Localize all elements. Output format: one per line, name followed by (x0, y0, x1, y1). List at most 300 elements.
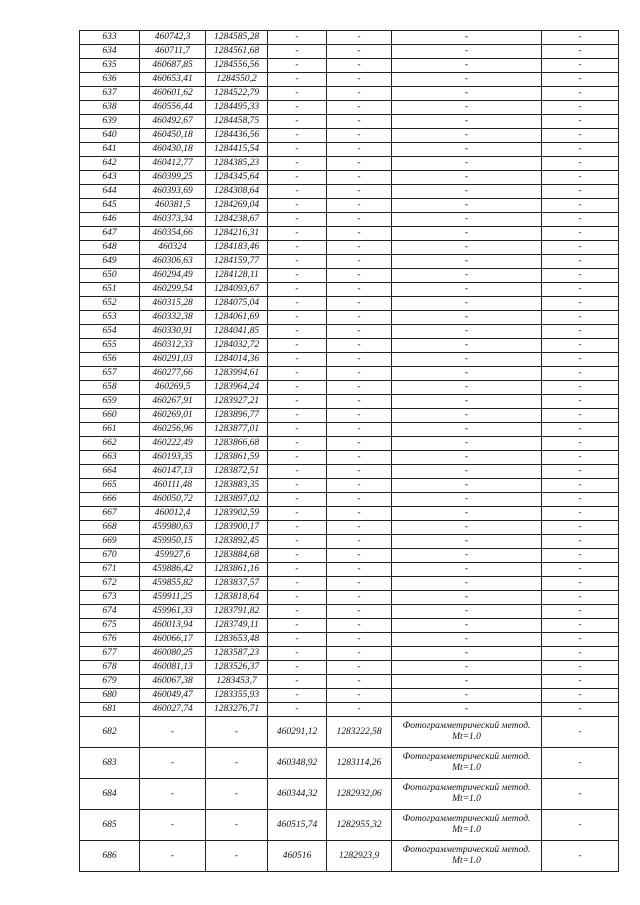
table-row (80, 87, 619, 101)
y-new-cell: - (327, 549, 392, 563)
x-old-cell: 460067,38 (140, 675, 206, 689)
y-old-cell: 1283892,45 (206, 535, 268, 549)
table-row (80, 381, 619, 395)
x-new-cell: - (268, 521, 327, 535)
x-new-cell: - (268, 255, 327, 269)
method-cell: - (392, 87, 542, 101)
point-number-cell: 683 (80, 748, 140, 779)
x-old-cell: - (140, 748, 206, 779)
y-new-cell: - (327, 395, 392, 409)
table-row (80, 325, 619, 339)
x-new-cell: - (268, 451, 327, 465)
method-cell: - (392, 703, 542, 717)
point-number-cell: 649 (80, 255, 140, 269)
method-cell: - (392, 493, 542, 507)
method-cell: - (392, 479, 542, 493)
method-cell: - (392, 563, 542, 577)
x-old-cell: 460354,66 (140, 227, 206, 241)
table-row (80, 493, 619, 507)
point-number-cell: 668 (80, 521, 140, 535)
y-new-cell: - (327, 255, 392, 269)
note-cell: - (542, 101, 619, 115)
y-new-cell: - (327, 325, 392, 339)
y-old-cell: 1284495,33 (206, 101, 268, 115)
x-old-cell: 460027,74 (140, 703, 206, 717)
table-row (80, 748, 619, 779)
table-row (80, 437, 619, 451)
x-new-cell: - (268, 577, 327, 591)
note-cell: - (542, 619, 619, 633)
table-row (80, 297, 619, 311)
y-old-cell: 1284128,11 (206, 269, 268, 283)
y-old-cell: 1284385,23 (206, 157, 268, 171)
note-cell: - (542, 563, 619, 577)
x-old-cell: 460399,25 (140, 171, 206, 185)
table-row (80, 451, 619, 465)
table-row (80, 779, 619, 810)
x-new-cell: - (268, 87, 327, 101)
note-cell: - (542, 311, 619, 325)
note-cell: - (542, 255, 619, 269)
x-new-cell: - (268, 31, 327, 45)
x-new-cell: 460291,12 (268, 717, 327, 748)
y-old-cell: 1283818,64 (206, 591, 268, 605)
note-cell: - (542, 115, 619, 129)
y-new-cell: 1282955,32 (327, 810, 392, 841)
point-number-cell: 661 (80, 423, 140, 437)
point-number-cell: 642 (80, 157, 140, 171)
method-cell: - (392, 143, 542, 157)
x-old-cell: 460330,91 (140, 325, 206, 339)
note-cell: - (542, 381, 619, 395)
x-old-cell: 460742,3 (140, 31, 206, 45)
y-old-cell: - (206, 748, 268, 779)
note-cell: - (542, 647, 619, 661)
table-row (80, 479, 619, 493)
y-new-cell: - (327, 647, 392, 661)
point-number-cell: 673 (80, 591, 140, 605)
y-new-cell: - (327, 409, 392, 423)
x-new-cell: - (268, 381, 327, 395)
x-old-cell: 460080,25 (140, 647, 206, 661)
y-new-cell: - (327, 689, 392, 703)
x-new-cell: - (268, 647, 327, 661)
method-cell: Фотограмметрический метод. Mt=1.0 (392, 841, 542, 872)
x-new-cell: - (268, 339, 327, 353)
method-cell: - (392, 353, 542, 367)
y-old-cell: 1283587,23 (206, 647, 268, 661)
note-cell: - (542, 577, 619, 591)
point-number-cell: 644 (80, 185, 140, 199)
x-new-cell: - (268, 73, 327, 87)
x-old-cell: 459980,63 (140, 521, 206, 535)
y-old-cell: 1283897,02 (206, 493, 268, 507)
note-cell: - (542, 633, 619, 647)
y-new-cell: - (327, 31, 392, 45)
y-old-cell: 1284415,54 (206, 143, 268, 157)
y-new-cell: - (327, 199, 392, 213)
y-new-cell: - (327, 129, 392, 143)
point-number-cell: 667 (80, 507, 140, 521)
note-cell: - (542, 841, 619, 872)
table-row (80, 283, 619, 297)
table-row (80, 521, 619, 535)
point-number-cell: 638 (80, 101, 140, 115)
x-old-cell: 460147,13 (140, 465, 206, 479)
table-row (80, 185, 619, 199)
y-old-cell: 1283355,93 (206, 689, 268, 703)
x-old-cell: 460294,49 (140, 269, 206, 283)
point-number-cell: 674 (80, 605, 140, 619)
x-new-cell: - (268, 549, 327, 563)
note-cell: - (542, 213, 619, 227)
x-new-cell: - (268, 423, 327, 437)
y-old-cell: 1283749,11 (206, 619, 268, 633)
x-old-cell: 460412,77 (140, 157, 206, 171)
y-new-cell: - (327, 311, 392, 325)
y-old-cell: 1283791,82 (206, 605, 268, 619)
method-cell: - (392, 59, 542, 73)
x-old-cell: 460393,69 (140, 185, 206, 199)
point-number-cell: 686 (80, 841, 140, 872)
note-cell: - (542, 409, 619, 423)
method-cell: - (392, 129, 542, 143)
point-number-cell: 633 (80, 31, 140, 45)
point-number-cell: 648 (80, 241, 140, 255)
point-number-cell: 636 (80, 73, 140, 87)
y-old-cell: - (206, 810, 268, 841)
table-row (80, 535, 619, 549)
y-old-cell: 1284556,56 (206, 59, 268, 73)
y-new-cell: - (327, 227, 392, 241)
table-row (80, 255, 619, 269)
method-cell: - (392, 633, 542, 647)
method-cell: - (392, 45, 542, 59)
y-old-cell: 1283902,59 (206, 507, 268, 521)
point-number-cell: 654 (80, 325, 140, 339)
method-cell: - (392, 409, 542, 423)
note-cell: - (542, 689, 619, 703)
table-row (80, 31, 619, 45)
table-row (80, 647, 619, 661)
table-row (80, 717, 619, 748)
point-number-cell: 676 (80, 633, 140, 647)
method-cell: - (392, 577, 542, 591)
y-new-cell: - (327, 367, 392, 381)
note-cell: - (542, 227, 619, 241)
method-cell: - (392, 269, 542, 283)
method-cell: - (392, 549, 542, 563)
x-old-cell: 460601,62 (140, 87, 206, 101)
point-number-cell: 663 (80, 451, 140, 465)
note-cell: - (542, 507, 619, 521)
y-old-cell: 1283896,77 (206, 409, 268, 423)
note-cell: - (542, 143, 619, 157)
note-cell: - (542, 661, 619, 675)
y-new-cell: - (327, 661, 392, 675)
y-old-cell: 1284269,04 (206, 199, 268, 213)
method-cell: - (392, 605, 542, 619)
y-new-cell: - (327, 493, 392, 507)
point-number-cell: 660 (80, 409, 140, 423)
x-old-cell: - (140, 717, 206, 748)
point-number-cell: 659 (80, 395, 140, 409)
table-row (80, 605, 619, 619)
x-new-cell: - (268, 619, 327, 633)
x-old-cell: 460324 (140, 241, 206, 255)
table-row (80, 45, 619, 59)
method-cell: - (392, 283, 542, 297)
method-cell: - (392, 255, 542, 269)
y-old-cell: 1283872,51 (206, 465, 268, 479)
x-new-cell: - (268, 395, 327, 409)
y-old-cell: 1284561,68 (206, 45, 268, 59)
method-cell: - (392, 367, 542, 381)
note-cell: - (542, 73, 619, 87)
method-cell: - (392, 395, 542, 409)
coordinates-table-body (80, 31, 619, 872)
y-new-cell: - (327, 591, 392, 605)
point-number-cell: 665 (80, 479, 140, 493)
point-number-cell: 662 (80, 437, 140, 451)
note-cell: - (542, 157, 619, 171)
x-old-cell: 460332,38 (140, 311, 206, 325)
table-row (80, 157, 619, 171)
point-number-cell: 682 (80, 717, 140, 748)
point-number-cell: 666 (80, 493, 140, 507)
note-cell: - (542, 465, 619, 479)
method-cell: - (392, 451, 542, 465)
note-cell: - (542, 185, 619, 199)
y-old-cell: - (206, 779, 268, 810)
x-old-cell: 460291,03 (140, 353, 206, 367)
note-cell: - (542, 748, 619, 779)
point-number-cell: 685 (80, 810, 140, 841)
x-old-cell: 460193,35 (140, 451, 206, 465)
method-cell: - (392, 437, 542, 451)
table-row (80, 423, 619, 437)
note-cell: - (542, 59, 619, 73)
method-cell: Фотограмметрический метод. Mt=1.0 (392, 717, 542, 748)
y-old-cell: 1283927,21 (206, 395, 268, 409)
y-new-cell: 1282923,9 (327, 841, 392, 872)
y-old-cell: 1284216,31 (206, 227, 268, 241)
y-new-cell: - (327, 451, 392, 465)
note-cell: - (542, 493, 619, 507)
y-new-cell: - (327, 297, 392, 311)
point-number-cell: 680 (80, 689, 140, 703)
note-cell: - (542, 437, 619, 451)
note-cell: - (542, 549, 619, 563)
y-new-cell: - (327, 283, 392, 297)
x-old-cell: 460306,63 (140, 255, 206, 269)
method-cell: - (392, 241, 542, 255)
table-row (80, 465, 619, 479)
note-cell: - (542, 45, 619, 59)
y-new-cell: - (327, 241, 392, 255)
point-number-cell: 670 (80, 549, 140, 563)
x-old-cell: 460492,67 (140, 115, 206, 129)
table-row (80, 199, 619, 213)
point-number-cell: 639 (80, 115, 140, 129)
table-row (80, 675, 619, 689)
point-number-cell: 652 (80, 297, 140, 311)
table-row (80, 171, 619, 185)
point-number-cell: 679 (80, 675, 140, 689)
method-cell: - (392, 619, 542, 633)
method-cell: - (392, 465, 542, 479)
x-new-cell: 460516 (268, 841, 327, 872)
x-old-cell: 460222,49 (140, 437, 206, 451)
table-row (80, 507, 619, 521)
x-old-cell: 460012,4 (140, 507, 206, 521)
table-row (80, 143, 619, 157)
x-new-cell: - (268, 563, 327, 577)
table-row (80, 409, 619, 423)
y-new-cell: - (327, 115, 392, 129)
x-old-cell: 460267,91 (140, 395, 206, 409)
method-cell: - (392, 591, 542, 605)
note-cell: - (542, 199, 619, 213)
method-cell: - (392, 115, 542, 129)
x-new-cell: - (268, 101, 327, 115)
y-new-cell: - (327, 59, 392, 73)
y-old-cell: 1284032,72 (206, 339, 268, 353)
x-new-cell: - (268, 437, 327, 451)
table-row (80, 311, 619, 325)
note-cell: - (542, 339, 619, 353)
x-old-cell: 460711,7 (140, 45, 206, 59)
method-cell: - (392, 73, 542, 87)
point-number-cell: 646 (80, 213, 140, 227)
note-cell: - (542, 31, 619, 45)
x-old-cell: 460556,44 (140, 101, 206, 115)
y-old-cell: 1284345,64 (206, 171, 268, 185)
y-new-cell: - (327, 171, 392, 185)
y-old-cell: 1283276,71 (206, 703, 268, 717)
point-number-cell: 643 (80, 171, 140, 185)
x-old-cell: 460256,96 (140, 423, 206, 437)
x-new-cell: - (268, 353, 327, 367)
y-old-cell: 1284550,2 (206, 73, 268, 87)
note-cell: - (542, 779, 619, 810)
x-new-cell: - (268, 157, 327, 171)
y-new-cell: - (327, 269, 392, 283)
x-new-cell: - (268, 143, 327, 157)
point-number-cell: 658 (80, 381, 140, 395)
y-old-cell: 1284458,75 (206, 115, 268, 129)
x-old-cell: 460381,5 (140, 199, 206, 213)
x-new-cell: - (268, 269, 327, 283)
y-new-cell: - (327, 339, 392, 353)
point-number-cell: 650 (80, 269, 140, 283)
table-row (80, 115, 619, 129)
method-cell: - (392, 381, 542, 395)
x-old-cell: 460687,85 (140, 59, 206, 73)
table-row (80, 213, 619, 227)
y-new-cell: - (327, 423, 392, 437)
point-number-cell: 637 (80, 87, 140, 101)
x-old-cell: 460066,17 (140, 633, 206, 647)
y-old-cell: - (206, 717, 268, 748)
y-old-cell: 1283861,16 (206, 563, 268, 577)
x-new-cell: - (268, 115, 327, 129)
y-old-cell: 1283653,48 (206, 633, 268, 647)
table-row (80, 591, 619, 605)
table-row (80, 73, 619, 87)
y-new-cell: - (327, 185, 392, 199)
point-number-cell: 675 (80, 619, 140, 633)
note-cell: - (542, 535, 619, 549)
note-cell: - (542, 675, 619, 689)
y-old-cell: 1284075,04 (206, 297, 268, 311)
note-cell: - (542, 703, 619, 717)
y-old-cell: - (206, 841, 268, 872)
point-number-cell: 677 (80, 647, 140, 661)
y-new-cell: - (327, 703, 392, 717)
method-cell: - (392, 339, 542, 353)
x-old-cell: 459927,6 (140, 549, 206, 563)
point-number-cell: 647 (80, 227, 140, 241)
x-old-cell: 460269,01 (140, 409, 206, 423)
x-new-cell: - (268, 199, 327, 213)
point-number-cell: 655 (80, 339, 140, 353)
table-row (80, 577, 619, 591)
x-new-cell: - (268, 465, 327, 479)
y-old-cell: 1283964,24 (206, 381, 268, 395)
x-new-cell: - (268, 703, 327, 717)
table-row (80, 703, 619, 717)
note-cell: - (542, 241, 619, 255)
x-new-cell: - (268, 59, 327, 73)
y-new-cell: - (327, 381, 392, 395)
x-old-cell: 459911,25 (140, 591, 206, 605)
point-number-cell: 657 (80, 367, 140, 381)
point-number-cell: 678 (80, 661, 140, 675)
note-cell: - (542, 129, 619, 143)
x-new-cell: - (268, 661, 327, 675)
y-old-cell: 1284041,85 (206, 325, 268, 339)
x-old-cell: 460013,94 (140, 619, 206, 633)
y-old-cell: 1283883,35 (206, 479, 268, 493)
point-number-cell: 681 (80, 703, 140, 717)
y-old-cell: 1284093,67 (206, 283, 268, 297)
note-cell: - (542, 269, 619, 283)
table-row (80, 241, 619, 255)
x-old-cell: 459961,33 (140, 605, 206, 619)
x-old-cell: 460081,13 (140, 661, 206, 675)
x-new-cell: - (268, 185, 327, 199)
table-row (80, 841, 619, 872)
y-new-cell: 1283222,58 (327, 717, 392, 748)
point-number-cell: 645 (80, 199, 140, 213)
x-old-cell: 460312,33 (140, 339, 206, 353)
x-old-cell: 459855,82 (140, 577, 206, 591)
note-cell: - (542, 451, 619, 465)
y-new-cell: - (327, 507, 392, 521)
x-new-cell: - (268, 507, 327, 521)
coordinates-table (79, 30, 619, 872)
y-old-cell: 1283994,61 (206, 367, 268, 381)
x-old-cell: 460299,54 (140, 283, 206, 297)
y-new-cell: - (327, 45, 392, 59)
x-old-cell: 460049,47 (140, 689, 206, 703)
y-old-cell: 1284061,69 (206, 311, 268, 325)
table-row (80, 269, 619, 283)
point-number-cell: 684 (80, 779, 140, 810)
x-new-cell: - (268, 241, 327, 255)
method-cell: - (392, 689, 542, 703)
